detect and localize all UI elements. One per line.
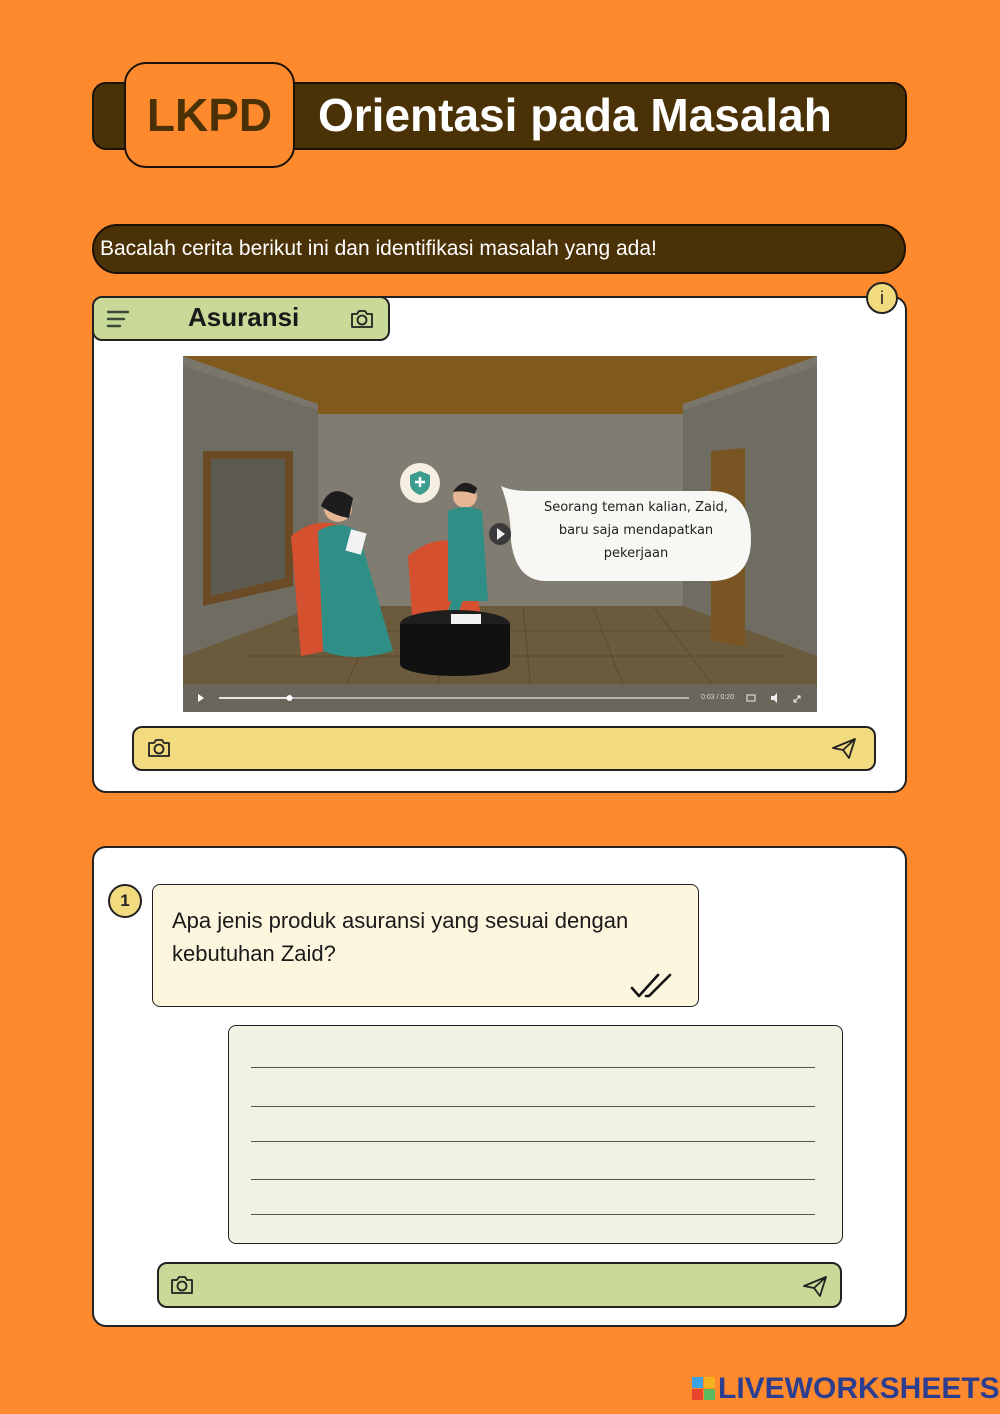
brand-text: LIVEWORKSHEETS xyxy=(718,1372,1000,1405)
instruction-bar xyxy=(92,224,906,274)
brand-logo[interactable] xyxy=(692,1372,1000,1406)
story-title: Asuransi xyxy=(188,302,300,332)
answer-line xyxy=(251,1106,815,1107)
lkpd-label: LKPD xyxy=(146,89,273,141)
answer-input-bar[interactable] xyxy=(157,1262,842,1308)
video-time: 0:03 / 0:20 xyxy=(701,694,735,701)
question-text: Apa jenis produk asuransi yang sesuai dengan kebutuhan Zaid? xyxy=(172,908,629,966)
answer-line xyxy=(251,1141,815,1142)
send-icon[interactable] xyxy=(801,1274,829,1298)
story-input-bar[interactable] xyxy=(132,726,876,771)
liveworksheets-logo-icon xyxy=(692,1375,716,1403)
camera-icon[interactable] xyxy=(146,737,172,759)
page-title: Orientasi pada Masalah xyxy=(318,89,832,141)
answer-field[interactable] xyxy=(228,1025,843,1244)
camera-icon[interactable] xyxy=(349,308,375,330)
question-number: 1 xyxy=(108,884,142,918)
answer-line xyxy=(251,1179,815,1180)
speech-line-3: pekerjaan xyxy=(603,546,669,561)
info-button[interactable]: i xyxy=(866,282,898,314)
double-check-icon xyxy=(630,972,678,1000)
camera-icon[interactable] xyxy=(169,1274,195,1296)
answer-line xyxy=(251,1214,815,1215)
answer-line xyxy=(251,1067,815,1068)
speech-line-1: Seorang teman kalian, Zaid, xyxy=(543,500,729,515)
send-icon[interactable] xyxy=(830,736,858,760)
speech-line-2: baru saja mendapatkan xyxy=(558,523,714,538)
instruction-text: Bacalah cerita berikut ini dan identifikasi masalah yang ada! xyxy=(100,237,657,260)
menu-icon[interactable] xyxy=(106,308,130,330)
speech-bubble-text xyxy=(532,496,740,565)
lkpd-badge xyxy=(124,62,295,168)
